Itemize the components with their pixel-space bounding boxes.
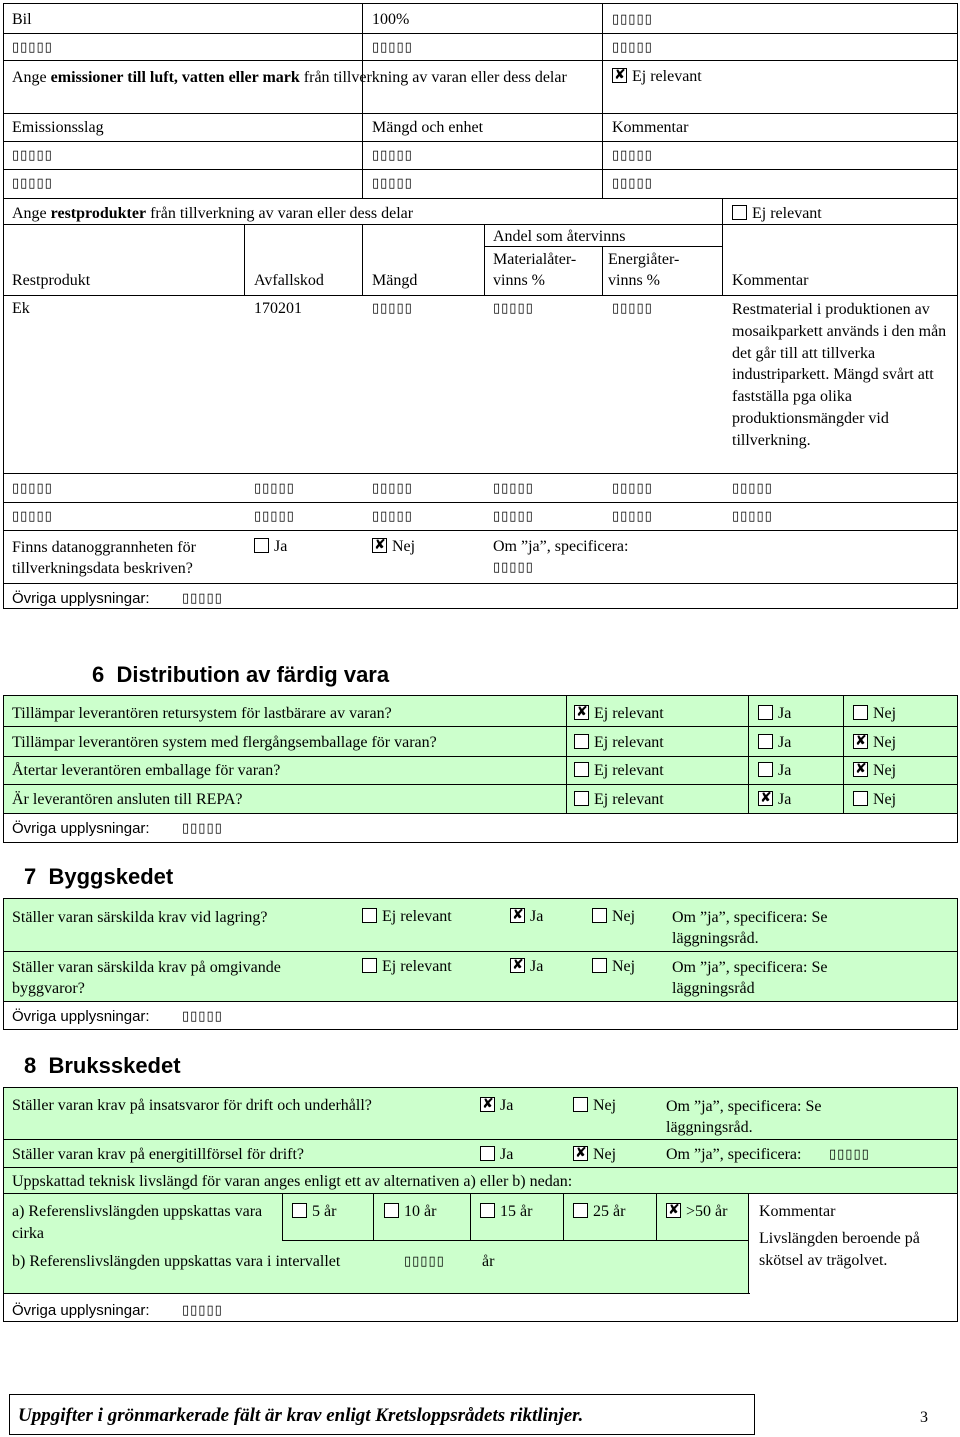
option-yes[interactable]: ✘ Ja — [758, 790, 791, 809]
col-avfallskod: Avfallskod — [254, 272, 324, 289]
input-field[interactable]: ▯▯▯▯▯ — [182, 591, 223, 606]
option-yes[interactable]: Ja — [758, 733, 791, 752]
option-not-relevant[interactable]: Ej relevant — [362, 957, 452, 976]
q1-no[interactable]: Nej — [573, 1096, 616, 1115]
accuracy-question: Finns datanoggrannheten för tillverkningsdata beskriven? — [12, 539, 196, 577]
section-heading: 6 Distribution av färdig vara — [92, 662, 390, 687]
input-field[interactable]: ▯▯▯▯▯ — [12, 509, 53, 524]
col-comment: Kommentar — [612, 119, 689, 136]
option-no[interactable]: Nej — [592, 907, 635, 926]
checkbox-checked-icon[interactable] — [480, 1097, 495, 1112]
input-field[interactable]: ▯▯▯▯▯ — [829, 1147, 870, 1162]
checkbox-icon[interactable] — [592, 958, 607, 973]
lifetime-comment-text: Livslängden beroende på skötsel av trägolvet. — [759, 1230, 920, 1269]
checkbox-checked-icon[interactable] — [510, 908, 525, 923]
option-a: a) Referenslivslängden uppskattas vara cirka — [12, 1203, 263, 1242]
lifetime-option[interactable]: ✘ >50 år — [666, 1202, 727, 1221]
specify-text: Om ”ja”, specificera: Se läggningsråd — [672, 959, 828, 997]
input-field[interactable]: ▯▯▯▯▯ — [372, 481, 413, 496]
option-not-relevant[interactable]: ✘ Ej relevant — [574, 704, 664, 723]
input-field[interactable]: ▯▯▯▯▯ — [493, 301, 534, 316]
input-field[interactable]: ▯▯▯▯▯ — [372, 40, 413, 55]
other-info-label: Övriga upplysningar: — [12, 820, 150, 837]
input-field[interactable]: ▯▯▯▯▯ — [612, 148, 653, 163]
checkbox-checked-icon[interactable] — [573, 1146, 588, 1161]
option-no[interactable]: ✘ Nej — [853, 733, 896, 752]
input-field[interactable]: ▯▯▯▯▯ — [372, 176, 413, 191]
row-ek-code: 170201 — [254, 300, 302, 317]
section-heading: 7 Byggskedet — [24, 864, 174, 889]
q2-no[interactable]: ✘ Nej — [573, 1145, 616, 1164]
question-text: Tillämpar leverantören retursystem för lastbärare av varan? — [12, 705, 392, 722]
col-emission-type: Emissionsslag — [12, 119, 104, 136]
option-b: b) Referenslivslängden uppskattas vara i intervallet — [12, 1253, 341, 1270]
checkbox-icon[interactable] — [573, 1097, 588, 1112]
rest-not-relevant[interactable]: Ej relevant — [732, 204, 822, 223]
input-field[interactable]: ▯▯▯▯▯ — [12, 148, 53, 163]
col-andel: Andel som återvinns — [493, 228, 626, 245]
checkbox-checked-icon[interactable] — [853, 734, 868, 749]
q2-specify: Om ”ja”, specificera: — [666, 1146, 802, 1163]
col-restprodukt: Restprodukt — [12, 272, 91, 289]
page-number: 3 — [920, 1409, 928, 1426]
input-field[interactable]: ▯▯▯▯▯ — [732, 509, 773, 524]
input-field[interactable]: ▯▯▯▯▯ — [372, 301, 413, 316]
checkbox-icon[interactable] — [574, 791, 589, 806]
lifetime-comment-label: Kommentar — [759, 1203, 836, 1220]
bil-label: Bil — [12, 11, 32, 28]
specify-text: Om ”ja”, specificera: Se läggningsråd. — [672, 909, 828, 947]
option-b-unit: år — [482, 1253, 495, 1270]
input-field[interactable]: ▯▯▯▯▯ — [612, 176, 653, 191]
checkbox-icon[interactable] — [384, 1203, 399, 1218]
input-field[interactable]: ▯▯▯▯▯ — [612, 12, 653, 27]
checkbox-icon[interactable] — [758, 734, 773, 749]
option-no[interactable]: Nej — [592, 957, 635, 976]
q2-question: Ställer varan krav på energitillförsel för drift? — [12, 1146, 305, 1163]
checkbox-icon[interactable] — [758, 705, 773, 720]
checkbox-icon[interactable] — [254, 538, 269, 553]
other-info-label: Övriga upplysningar: — [12, 1008, 150, 1025]
lifetime-option[interactable]: 5 år — [292, 1202, 336, 1221]
option-not-relevant[interactable]: Ej relevant — [574, 761, 664, 780]
checkbox-icon[interactable] — [292, 1203, 307, 1218]
col-amount: Mängd och enhet — [372, 119, 484, 136]
q1-yes[interactable]: ✘ Ja — [480, 1096, 513, 1115]
question-text: Ställer varan särskilda krav på omgivande byggvaror? — [12, 959, 281, 997]
input-field[interactable]: ▯▯▯▯▯ — [372, 148, 413, 163]
emissions-question: Ange emissioner till luft, vatten eller mark från tillverkning av varan eller dess delar — [12, 69, 567, 86]
row-ek-name: Ek — [12, 300, 30, 317]
input-field[interactable]: ▯▯▯▯▯ — [12, 176, 53, 191]
input-field[interactable]: ▯▯▯▯▯ — [493, 481, 534, 496]
checkbox-icon[interactable] — [573, 1203, 588, 1218]
input-field[interactable]: ▯▯▯▯▯ — [254, 509, 295, 524]
lifetime-question: Uppskattad teknisk livslängd för varan anges enligt ett av alternativen a) eller b) nedan: — [12, 1173, 573, 1190]
input-field[interactable]: ▯▯▯▯▯ — [493, 560, 534, 575]
question-text: Tillämpar leverantören system med flergångsemballage för varan? — [12, 734, 437, 751]
input-field[interactable]: ▯▯▯▯▯ — [612, 40, 653, 55]
input-field[interactable]: ▯▯▯▯▯ — [612, 301, 653, 316]
option-no[interactable]: Nej — [853, 790, 896, 809]
option-no[interactable]: ✘ Nej — [853, 761, 896, 780]
input-field[interactable]: ▯▯▯▯▯ — [254, 481, 295, 496]
footer-note: Uppgifter i grönmarkerade fält är krav enligt Kretsloppsrådets riktlinjer. — [18, 1405, 584, 1426]
option-not-relevant[interactable]: Ej relevant — [362, 907, 452, 926]
row-ek-comment: Restmaterial i produktionen av mosaikparkett används i den mån det går till att tillverka industriparkett. Mängd svårt att fastställa pga olika produktionsmängder vid tillverkning. — [732, 301, 947, 449]
checkbox-icon[interactable] — [480, 1203, 495, 1218]
option-no[interactable]: Nej — [853, 704, 896, 723]
input-field[interactable]: ▯▯▯▯▯ — [404, 1254, 445, 1269]
checkbox-icon[interactable] — [853, 791, 868, 806]
col-energi: Energiåter-vinns % — [608, 251, 680, 289]
checkbox-checked-icon[interactable] — [510, 958, 525, 973]
accuracy-no[interactable]: ✘ Nej — [372, 537, 415, 556]
option-yes[interactable]: ✘ Ja — [510, 957, 543, 976]
option-yes[interactable]: Ja — [758, 761, 791, 780]
checkbox-checked-icon[interactable] — [574, 705, 589, 720]
col-material: Materialåter-vinns % — [493, 251, 577, 289]
checkbox-icon[interactable] — [592, 908, 607, 923]
col-mangd: Mängd — [372, 272, 418, 289]
input-field[interactable]: ▯▯▯▯▯ — [612, 481, 653, 496]
emissions-not-relevant[interactable]: ✘ Ej relevant — [612, 67, 702, 86]
other-info-label: Övriga upplysningar: — [12, 590, 150, 607]
input-field[interactable]: ▯▯▯▯▯ — [372, 509, 413, 524]
checkbox-checked-icon[interactable] — [372, 538, 387, 553]
question-text: Återtar leverantören emballage för varan? — [12, 762, 281, 779]
lifetime-option[interactable]: 15 år — [480, 1202, 532, 1221]
lifetime-option[interactable]: 10 år — [384, 1202, 436, 1221]
input-field[interactable]: ▯▯▯▯▯ — [182, 1303, 223, 1318]
checkbox-icon[interactable] — [574, 734, 589, 749]
checkbox-checked-icon[interactable] — [612, 68, 627, 83]
question-text: Ställer varan särskilda krav vid lagring? — [12, 909, 268, 926]
checkbox-checked-icon[interactable] — [853, 762, 868, 777]
checkbox-icon[interactable] — [758, 762, 773, 777]
input-field[interactable]: ▯▯▯▯▯ — [612, 509, 653, 524]
option-yes[interactable]: Ja — [758, 704, 791, 723]
option-yes[interactable]: ✘ Ja — [510, 907, 543, 926]
input-field[interactable]: ▯▯▯▯▯ — [182, 1009, 223, 1024]
question-text: Är leverantören ansluten till REPA? — [12, 791, 243, 808]
checkbox-icon[interactable] — [574, 762, 589, 777]
option-not-relevant[interactable]: Ej relevant — [574, 790, 664, 809]
section-heading: 8 Bruksskedet — [24, 1053, 181, 1078]
input-field[interactable]: ▯▯▯▯▯ — [182, 821, 223, 836]
checkbox-checked-icon[interactable] — [758, 791, 773, 806]
checkbox-icon[interactable] — [732, 205, 747, 220]
checkbox-checked-icon[interactable] — [666, 1203, 681, 1218]
checkbox-icon[interactable] — [853, 705, 868, 720]
q2-yes[interactable]: Ja — [480, 1145, 513, 1164]
accuracy-yes[interactable]: Ja — [254, 537, 287, 556]
col-kommentar: Kommentar — [732, 272, 809, 289]
checkbox-icon[interactable] — [362, 958, 377, 973]
q1-question: Ställer varan krav på insatsvaror för drift och underhåll? — [12, 1097, 372, 1114]
accuracy-specify: Om ”ja”, specificera: — [493, 538, 629, 555]
rest-question: Ange restprodukter från tillverkning av varan eller dess delar — [12, 205, 414, 222]
lifetime-option[interactable]: 25 år — [573, 1202, 625, 1221]
input-field[interactable]: ▯▯▯▯▯ — [493, 509, 534, 524]
q1-specify: Om ”ja”, specificera: Se läggningsråd. — [666, 1098, 822, 1136]
option-not-relevant[interactable]: Ej relevant — [574, 733, 664, 752]
checkbox-icon[interactable] — [362, 908, 377, 923]
bil-value: 100% — [372, 11, 410, 28]
input-field[interactable]: ▯▯▯▯▯ — [12, 40, 53, 55]
input-field[interactable]: ▯▯▯▯▯ — [12, 481, 53, 496]
input-field[interactable]: ▯▯▯▯▯ — [732, 481, 773, 496]
checkbox-icon[interactable] — [480, 1146, 495, 1161]
other-info-label: Övriga upplysningar: — [12, 1302, 150, 1319]
